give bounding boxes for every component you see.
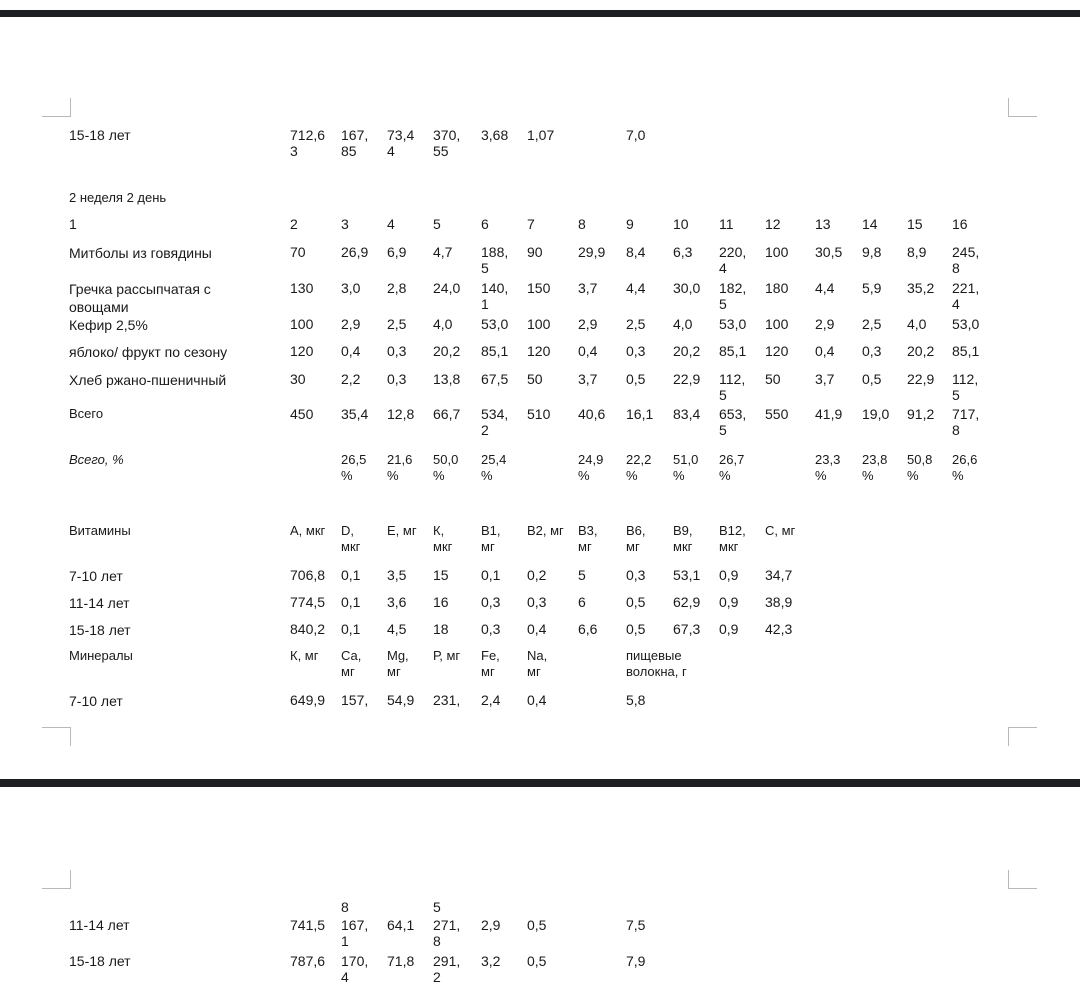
mineral-header: Са, мг xyxy=(341,648,362,679)
percent-cell: 51,0 % xyxy=(673,452,699,483)
column-header: 9 xyxy=(626,216,634,232)
table-cell: 0,4 xyxy=(527,692,547,708)
menu-item-label: Митболы из говядины xyxy=(69,245,212,261)
table-cell: 4,7 xyxy=(433,244,453,260)
table-cell: 450 xyxy=(290,406,314,422)
table-cell: 20,2 xyxy=(433,343,461,359)
table-cell: 16,1 xyxy=(626,406,654,422)
table-cell: 774,5 xyxy=(290,594,326,610)
table-cell: 150 xyxy=(527,280,551,296)
table-cell: 0,2 xyxy=(527,567,547,583)
table-cell: 8,4 xyxy=(626,244,646,260)
table-cell: 67,5 xyxy=(481,371,509,387)
table-cell: 4,4 xyxy=(626,280,646,296)
section-title: 2 неделя 2 день xyxy=(69,190,167,205)
column-header: 14 xyxy=(862,216,878,232)
percent-cell: 24,9 % xyxy=(578,452,604,483)
table-cell: 112, 5 xyxy=(719,371,746,403)
table-cell: 0,3 xyxy=(626,343,646,359)
table-cell: 4,5 xyxy=(387,621,407,637)
table-cell: 24,0 xyxy=(433,280,461,296)
table-cell: 53,0 xyxy=(952,316,980,332)
table-cell: 271, 8 xyxy=(433,917,461,949)
table-cell: 2,5 xyxy=(862,316,882,332)
table-cell: 221, 4 xyxy=(952,280,980,312)
table-cell: 83,4 xyxy=(673,406,701,422)
table-cell: 62,9 xyxy=(673,594,701,610)
menu-item-label: Кефир 2,5% xyxy=(69,317,148,333)
table-cell: 6 xyxy=(578,594,586,610)
table-cell: 35,2 xyxy=(907,280,935,296)
column-header: 11 xyxy=(719,216,734,232)
corner-mark-bottom-right xyxy=(1008,727,1037,746)
table-cell: 7,5 xyxy=(626,917,646,933)
table-cell: 3,7 xyxy=(578,280,598,296)
table-cell: 67,3 xyxy=(673,621,701,637)
table-cell: 2,2 xyxy=(341,371,361,387)
corner-mark-top-right xyxy=(1008,98,1037,117)
table-cell: 0,4 xyxy=(527,621,547,637)
table-cell: 180 xyxy=(765,280,789,296)
table-cell: 550 xyxy=(765,406,789,422)
vitamin-header: Е, мг xyxy=(387,523,417,538)
table-cell: 26,9 xyxy=(341,244,369,260)
age-row-label: 15-18 лет xyxy=(69,622,131,638)
table-cell: 90 xyxy=(527,244,543,260)
table-cell: 8,9 xyxy=(907,244,927,260)
mineral-header: Na, мг xyxy=(527,648,548,679)
column-header: 16 xyxy=(952,216,968,232)
percent-cell: 23,8 % xyxy=(862,452,888,483)
mineral-header: К, мг xyxy=(290,648,319,663)
vitamin-header: В12, мкг xyxy=(719,523,746,554)
table-cell: 6,9 xyxy=(387,244,407,260)
table-cell: 40,6 xyxy=(578,406,606,422)
table-cell: 3,0 xyxy=(341,280,361,296)
table-cell: 30,5 xyxy=(815,244,843,260)
table-cell: 30 xyxy=(290,371,306,387)
table-cell: 120 xyxy=(765,343,789,359)
table-cell: 5 xyxy=(578,567,586,583)
carry-over-digit: 8 xyxy=(341,899,349,915)
table-cell: 30,0 xyxy=(673,280,701,296)
percent-cell: 50,8 % xyxy=(907,452,933,483)
menu-item-label: Хлеб ржано-пшеничный xyxy=(69,372,227,388)
table-cell: 0,9 xyxy=(719,621,739,637)
column-header: 4 xyxy=(387,216,395,232)
percent-cell: 26,7 % xyxy=(719,452,745,483)
table-cell: 20,2 xyxy=(907,343,935,359)
table-cell: 2,9 xyxy=(578,316,598,332)
table-cell: 6,6 xyxy=(578,621,598,637)
table-cell: 840,2 xyxy=(290,621,326,637)
table-cell: 12,8 xyxy=(387,406,415,422)
page-top-band xyxy=(0,10,1080,17)
table-cell: 70 xyxy=(290,244,306,260)
percent-cell: 50,0 % xyxy=(433,452,459,483)
table-cell: 712,6 3 xyxy=(290,127,326,159)
table-cell: 741,5 xyxy=(290,917,326,933)
table-cell: 41,9 xyxy=(815,406,843,422)
table-cell: 0,3 xyxy=(387,371,407,387)
vitamin-header: В2, мг xyxy=(527,523,564,538)
percent-cell: 22,2 % xyxy=(626,452,652,483)
table-cell: 64,1 xyxy=(387,917,415,933)
table-cell: 13,8 xyxy=(433,371,461,387)
table-cell: 2,4 xyxy=(481,692,501,708)
table-cell: 0,4 xyxy=(815,343,835,359)
age-row-label: 7-10 лет xyxy=(69,568,123,584)
table-cell: 3,6 xyxy=(387,594,407,610)
column-header: 10 xyxy=(673,216,689,232)
table-cell: 157, xyxy=(341,692,369,708)
percent-cell: 25,4 % xyxy=(481,452,507,483)
table-cell: 2,8 xyxy=(387,280,407,296)
vitamin-header: В9, мкг xyxy=(673,523,693,554)
column-header: 15 xyxy=(907,216,923,232)
table-cell: 1,07 xyxy=(527,127,555,143)
total-label: Всего xyxy=(69,406,104,421)
table-cell: 22,9 xyxy=(907,371,935,387)
table-cell: 34,7 xyxy=(765,567,793,583)
row-label: 15-18 лет xyxy=(69,127,131,143)
minerals-title: Минералы xyxy=(69,648,133,663)
corner-mark-bottom-left xyxy=(42,727,71,746)
table-cell: 220, 4 xyxy=(719,244,747,276)
table-cell: 5,9 xyxy=(862,280,882,296)
table-cell: 112, 5 xyxy=(952,371,979,403)
table-cell: 0,1 xyxy=(341,567,361,583)
table-cell: 53,0 xyxy=(719,316,747,332)
age-row-label: 7-10 лет xyxy=(69,693,123,709)
table-cell: 4,0 xyxy=(907,316,927,332)
percent-cell: 23,3 % xyxy=(815,452,841,483)
table-cell: 167, 85 xyxy=(341,127,369,159)
menu-item-label: яблоко/ фрукт по сезону xyxy=(69,344,228,360)
table-cell: 0,3 xyxy=(387,343,407,359)
table-cell: 9,8 xyxy=(862,244,882,260)
vitamin-header: В1, мг xyxy=(481,523,501,554)
table-cell: 29,9 xyxy=(578,244,606,260)
table-cell: 717, 8 xyxy=(952,406,980,438)
table-cell: 2,9 xyxy=(341,316,361,332)
column-header: 8 xyxy=(578,216,586,232)
table-cell: 15 xyxy=(433,567,449,583)
table-cell: 0,5 xyxy=(527,917,547,933)
table-cell: 0,9 xyxy=(719,567,739,583)
table-cell: 54,9 xyxy=(387,692,415,708)
table-cell: 66,7 xyxy=(433,406,461,422)
vitamin-header: К, мкг xyxy=(433,523,453,554)
table-cell: 7,0 xyxy=(626,127,646,143)
percent-cell: 26,6 % xyxy=(952,452,978,483)
table-cell: 167, 1 xyxy=(341,917,369,949)
table-cell: 0,3 xyxy=(862,343,882,359)
table-cell: 35,4 xyxy=(341,406,369,422)
table-cell: 510 xyxy=(527,406,551,422)
table-cell: 50 xyxy=(765,371,781,387)
table-cell: 50 xyxy=(527,371,543,387)
page-separator-band xyxy=(0,779,1080,787)
table-cell: 20,2 xyxy=(673,343,701,359)
table-cell: 0,1 xyxy=(341,621,361,637)
corner-mark-top-left xyxy=(42,98,71,117)
corner-mark-page2-top-left xyxy=(42,870,71,889)
table-cell: 4,0 xyxy=(433,316,453,332)
mineral-header: Р, мг xyxy=(433,648,461,663)
table-cell: 649,9 xyxy=(290,692,326,708)
table-cell: 38,9 xyxy=(765,594,793,610)
vitamin-header: В6, мг xyxy=(626,523,646,554)
table-cell: 0,4 xyxy=(341,343,361,359)
table-cell: 231, xyxy=(433,692,461,708)
age-row-label: 15-18 лет xyxy=(69,953,131,969)
table-cell: 85,1 xyxy=(952,343,980,359)
table-cell: 0,3 xyxy=(481,621,501,637)
table-cell: 130 xyxy=(290,280,314,296)
table-cell: 3,68 xyxy=(481,127,509,143)
table-cell: 5,8 xyxy=(626,692,646,708)
column-header: 2 xyxy=(290,216,298,232)
table-cell: 85,1 xyxy=(481,343,509,359)
column-header: 7 xyxy=(527,216,535,232)
table-cell: 3,2 xyxy=(481,953,501,969)
table-cell: 534, 2 xyxy=(481,406,509,438)
table-cell: 0,3 xyxy=(527,594,547,610)
vitamin-header: D, мкг xyxy=(341,523,361,554)
table-cell: 91,2 xyxy=(907,406,935,422)
percent-cell: 26,5 % xyxy=(341,452,367,483)
table-cell: 370, 55 xyxy=(433,127,461,159)
table-cell: 6,3 xyxy=(673,244,693,260)
column-header: 1 xyxy=(69,216,77,232)
table-cell: 2,5 xyxy=(387,316,407,332)
vitamin-header: С, мг xyxy=(765,523,796,538)
percent-cell: 21,6 % xyxy=(387,452,413,483)
table-cell: 0,5 xyxy=(626,594,646,610)
table-cell: 188, 5 xyxy=(481,244,509,276)
table-cell: 0,5 xyxy=(862,371,882,387)
table-cell: 245, 8 xyxy=(952,244,980,276)
column-header: 12 xyxy=(765,216,781,232)
menu-item-label: Гречка рассыпчатая с овощами xyxy=(69,281,211,315)
table-cell: 3,5 xyxy=(387,567,407,583)
table-cell: 73,4 4 xyxy=(387,127,415,159)
table-cell: 42,3 xyxy=(765,621,793,637)
table-cell: 7,9 xyxy=(626,953,646,969)
table-cell: 100 xyxy=(765,244,789,260)
table-cell: 0,3 xyxy=(481,594,501,610)
vitamin-header: А, мкг xyxy=(290,523,326,538)
carry-over-digit: 5 xyxy=(433,899,441,915)
table-cell: 3,7 xyxy=(815,371,835,387)
table-cell: 71,8 xyxy=(387,953,415,969)
table-cell: 0,4 xyxy=(578,343,598,359)
column-header: 5 xyxy=(433,216,441,232)
column-header: 6 xyxy=(481,216,489,232)
total-percent-label: Всего, % xyxy=(69,452,124,467)
table-cell: 0,9 xyxy=(719,594,739,610)
mineral-header: Fe, мг xyxy=(481,648,500,679)
table-cell: 120 xyxy=(290,343,314,359)
table-cell: 291, 2 xyxy=(433,953,461,985)
table-cell: 16 xyxy=(433,594,449,610)
corner-mark-page2-top-right xyxy=(1008,870,1037,889)
vitamins-title: Витамины xyxy=(69,523,131,538)
table-cell: 0,3 xyxy=(626,567,646,583)
table-cell: 0,1 xyxy=(341,594,361,610)
table-cell: 22,9 xyxy=(673,371,701,387)
table-cell: 53,0 xyxy=(481,316,509,332)
table-cell: 120 xyxy=(527,343,551,359)
table-cell: 85,1 xyxy=(719,343,747,359)
table-cell: 182, 5 xyxy=(719,280,747,312)
column-header: 13 xyxy=(815,216,831,232)
age-row-label: 11-14 лет xyxy=(69,595,130,611)
table-cell: 0,5 xyxy=(527,953,547,969)
table-cell: 706,8 xyxy=(290,567,326,583)
table-cell: 19,0 xyxy=(862,406,890,422)
table-cell: 0,5 xyxy=(626,621,646,637)
table-cell: 787,6 xyxy=(290,953,326,969)
table-cell: 4,4 xyxy=(815,280,835,296)
table-cell: 100 xyxy=(290,316,314,332)
table-cell: 170, 4 xyxy=(341,953,369,985)
vitamin-header: В3, мг xyxy=(578,523,598,554)
table-cell: 2,9 xyxy=(481,917,501,933)
mineral-header: Mg, мг xyxy=(387,648,409,679)
table-cell: 653, 5 xyxy=(719,406,747,438)
table-cell: 100 xyxy=(527,316,551,332)
table-cell: 4,0 xyxy=(673,316,693,332)
table-cell: 53,1 xyxy=(673,567,701,583)
table-cell: 0,1 xyxy=(481,567,501,583)
table-cell: 100 xyxy=(765,316,789,332)
table-cell: 0,5 xyxy=(626,371,646,387)
age-row-label: 11-14 лет xyxy=(69,917,130,933)
table-cell: 140, 1 xyxy=(481,280,509,312)
column-header: 3 xyxy=(341,216,349,232)
table-cell: 2,9 xyxy=(815,316,835,332)
table-cell: 2,5 xyxy=(626,316,646,332)
table-cell: 3,7 xyxy=(578,371,598,387)
mineral-header: пищевые волокна, г xyxy=(626,648,687,679)
table-cell: 18 xyxy=(433,621,449,637)
